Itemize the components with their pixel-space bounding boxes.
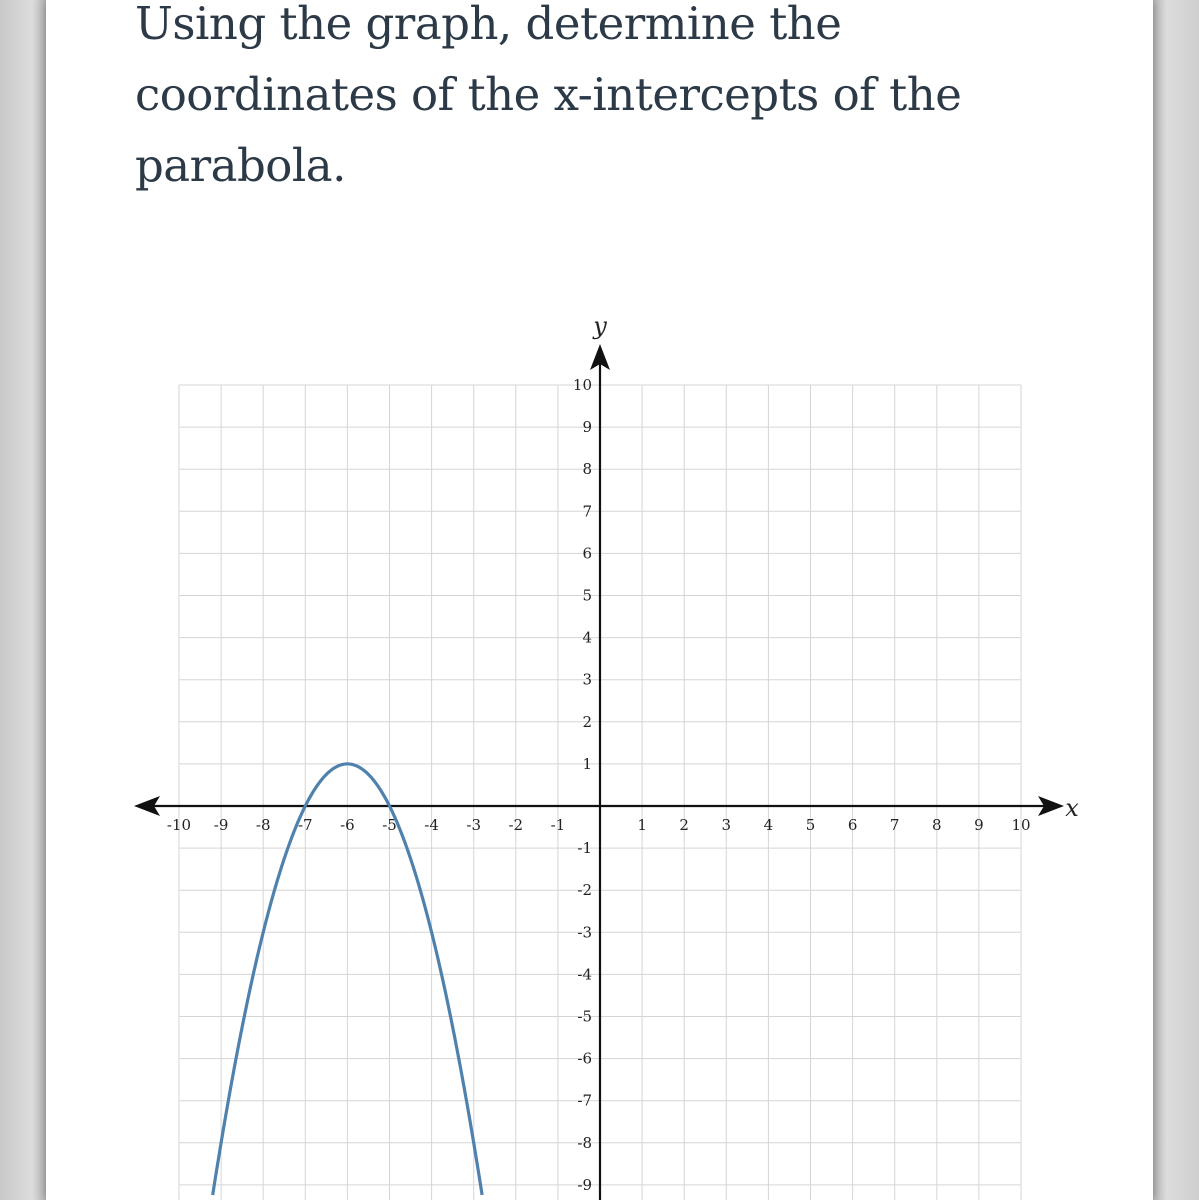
x-tick-label: -7: [297, 816, 313, 834]
x-tick-label: 7: [889, 816, 900, 834]
x-tick-label: 2: [679, 816, 689, 834]
x-tick-label: -10: [166, 816, 192, 834]
x-tick-label: -8: [255, 816, 271, 834]
y-tick-label: -1: [577, 839, 592, 858]
y-tick-label: -5: [577, 1007, 592, 1026]
y-tick-label: 10: [572, 376, 592, 394]
x-tick-label: 8: [932, 816, 942, 834]
y-tick-label: -8: [577, 1133, 592, 1152]
y-tick-label: 7: [582, 502, 592, 521]
y-tick-label: 9: [582, 418, 592, 437]
tick-labels: [167, 376, 1031, 1194]
y-tick-label: 6: [582, 544, 592, 563]
x-tick-label: -6: [340, 816, 355, 834]
x-tick-label: -9: [213, 816, 229, 834]
y-tick-label: -3: [577, 923, 592, 942]
x-tick-label: 5: [805, 816, 816, 834]
x-tick-label: -2: [508, 816, 524, 834]
x-tick-label: -5: [382, 816, 397, 834]
y-tick-label: -6: [577, 1049, 592, 1068]
question-text: Using the graph, determine the coordinates of the x-intercepts of the parabola.: [135, 0, 962, 192]
y-tick-label: -9: [577, 1175, 592, 1194]
y-axis-label: y: [593, 312, 607, 340]
x-tick-label: 9: [974, 816, 984, 834]
x-axis-label: x: [1065, 794, 1079, 822]
y-tick-label: 4: [582, 628, 592, 647]
x-tick-label: 4: [763, 816, 774, 834]
y-tick-label: 1: [582, 754, 592, 773]
x-tick-label: 10: [1011, 816, 1031, 834]
y-tick-label: -2: [577, 881, 592, 900]
x-tick-label: 3: [721, 816, 732, 834]
axes: [134, 312, 1079, 1200]
x-tick-label: -1: [550, 816, 566, 834]
x-tick-label: 6: [847, 816, 858, 834]
y-tick-label: 8: [582, 460, 592, 479]
y-tick-label: -4: [577, 965, 592, 984]
x-tick-label: -3: [466, 816, 482, 834]
y-tick-label: 2: [582, 712, 592, 731]
x-tick-label: -4: [424, 816, 439, 834]
x-tick-label: 1: [637, 816, 647, 834]
y-tick-label: 5: [582, 586, 592, 605]
y-tick-label: -7: [577, 1091, 592, 1110]
y-tick-label: 3: [582, 670, 592, 689]
